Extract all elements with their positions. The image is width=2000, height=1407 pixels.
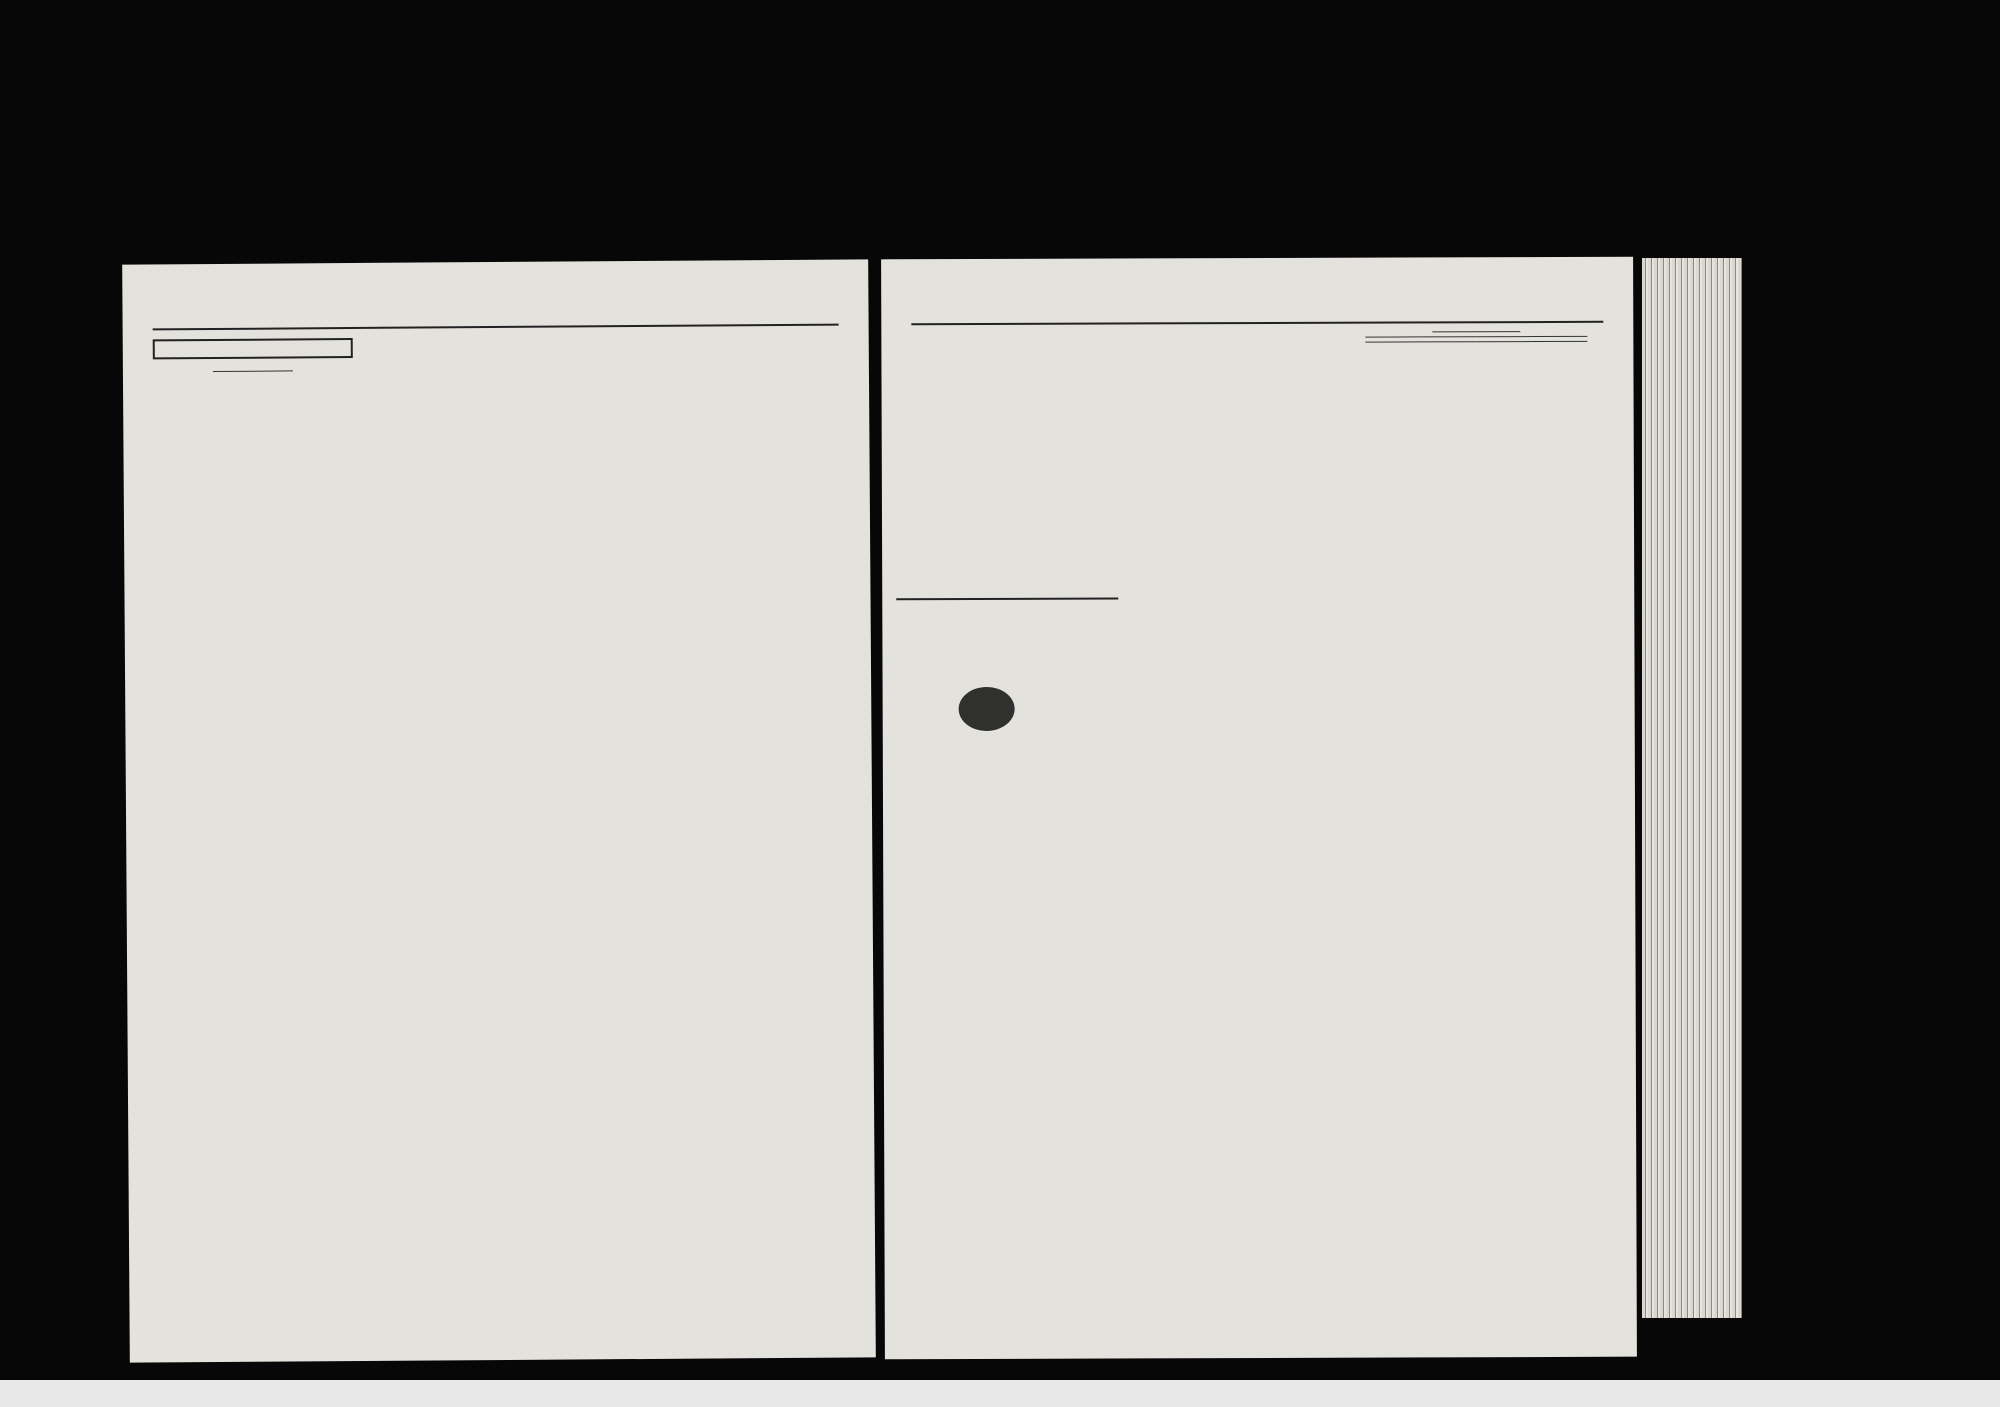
cn-line xyxy=(1021,332,1022,587)
left-page xyxy=(122,259,876,1362)
notice-3-subtitle xyxy=(645,613,850,614)
notice-1-number xyxy=(153,375,353,376)
right-page xyxy=(881,257,1637,1360)
paragraph xyxy=(153,375,353,376)
paragraph xyxy=(153,375,353,376)
cn-line xyxy=(1285,331,1288,1131)
paragraph xyxy=(896,603,1118,604)
cn-line xyxy=(1117,331,1118,586)
notice-4-title xyxy=(896,603,1118,604)
cn-line xyxy=(487,332,494,1292)
cn-line xyxy=(824,333,826,598)
paragraph xyxy=(153,375,353,376)
notice-chinese xyxy=(895,331,1118,592)
cn-line xyxy=(1241,331,1244,1131)
lot-item xyxy=(896,603,1118,604)
cn-line xyxy=(1351,331,1352,711)
property-table xyxy=(1365,336,1587,343)
cn-line xyxy=(509,332,516,1292)
cn-line xyxy=(1219,331,1222,1131)
col-header xyxy=(1421,337,1477,342)
right-column-2 xyxy=(1129,328,1354,1142)
paragraph xyxy=(645,613,850,614)
right-column-1 xyxy=(895,328,1118,604)
cn-line xyxy=(1307,331,1310,1131)
paragraph xyxy=(153,375,353,376)
col-header xyxy=(1365,337,1421,342)
cn-line xyxy=(1045,332,1046,587)
cn-date xyxy=(937,332,938,587)
cn-date xyxy=(688,334,690,599)
left-running-head xyxy=(152,306,838,331)
cn-line xyxy=(619,331,626,1291)
lot-item xyxy=(896,603,1118,604)
notice-1-subtitle xyxy=(153,375,353,376)
conditions-title xyxy=(896,603,1118,604)
cn-line xyxy=(1069,332,1070,587)
lot-item xyxy=(896,603,1118,604)
cn-line xyxy=(776,333,778,598)
cn-line xyxy=(575,331,582,1291)
paragraph xyxy=(1129,328,1351,329)
cn-date xyxy=(1131,771,1132,971)
notice-3-title xyxy=(645,613,850,614)
cn-line xyxy=(1329,331,1330,711)
paragraph xyxy=(153,375,353,376)
lot-item xyxy=(896,603,1118,604)
paragraph xyxy=(895,328,1117,329)
paragraph xyxy=(153,375,353,376)
section-box xyxy=(153,338,353,359)
fazenda-chinese-date xyxy=(1131,771,1354,972)
cn-line xyxy=(597,331,604,1291)
paragraph xyxy=(645,613,850,614)
cn-line xyxy=(553,332,560,1292)
cn-line xyxy=(752,333,754,598)
col-header xyxy=(1476,337,1532,342)
col-header xyxy=(1532,336,1588,341)
cn-line xyxy=(1153,331,1156,1131)
left-column-3 xyxy=(643,330,850,614)
left-column-1 xyxy=(153,338,353,376)
paragraph xyxy=(153,375,353,376)
film-strip xyxy=(0,1380,2000,1407)
cn-line xyxy=(531,332,538,1292)
cn-date xyxy=(463,332,470,1292)
right-running-head xyxy=(911,303,1603,325)
left-chinese-notice xyxy=(122,259,868,264)
notice-4-subtitle xyxy=(896,603,1118,604)
cn-line xyxy=(1093,332,1094,587)
notice-2-chinese xyxy=(643,333,850,604)
notice-4-anuncio xyxy=(896,603,1118,604)
cn-line xyxy=(800,333,802,598)
paragraph xyxy=(896,603,1118,604)
cn-line xyxy=(848,333,850,598)
right-column-3 xyxy=(1365,327,1587,343)
cn-line xyxy=(1263,331,1266,1131)
cn-line xyxy=(997,332,998,587)
paragraph xyxy=(153,375,353,376)
cn-line xyxy=(1197,331,1200,1131)
fazenda-chinese xyxy=(1129,331,1354,1152)
lot-item xyxy=(896,603,1118,604)
page-edge-stack xyxy=(1642,258,1742,1318)
lot-item xyxy=(896,603,1118,604)
cn-line xyxy=(1175,331,1178,1131)
lot-item xyxy=(896,603,1118,604)
